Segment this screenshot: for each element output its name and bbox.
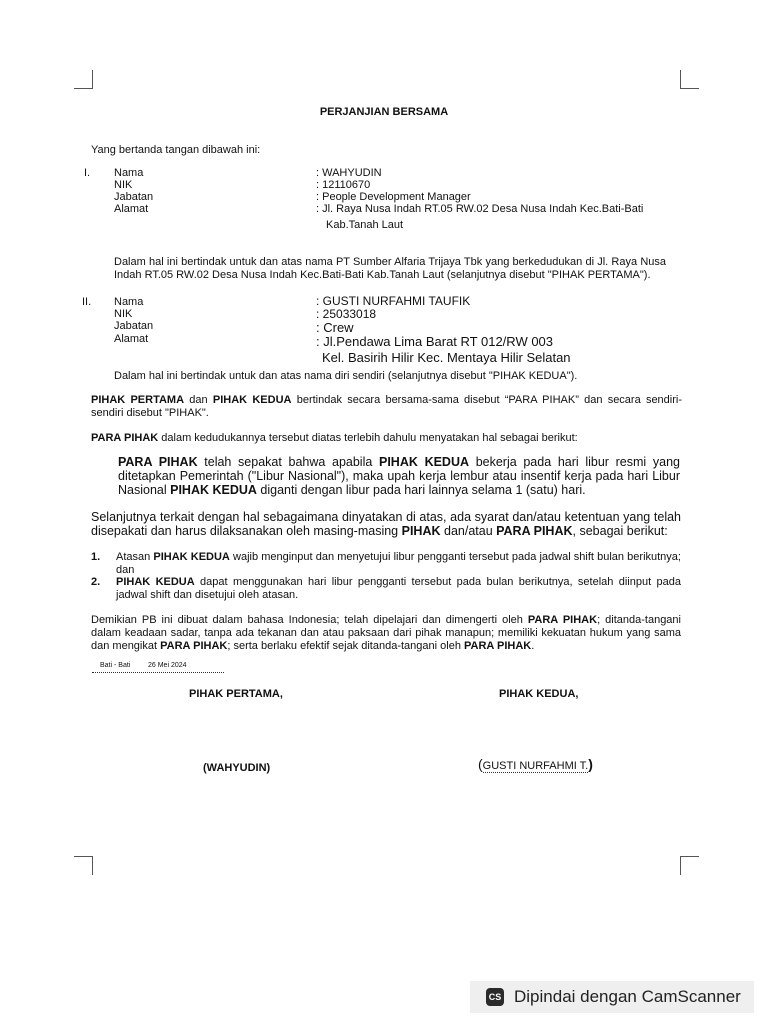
text: Atasan xyxy=(116,551,154,563)
item-2-number: 2. xyxy=(91,576,101,588)
text: diganti dengan libur pada hari lainnya selama 1 (satu) hari. xyxy=(256,483,586,497)
signature-label-second-party: PIHAK KEDUA, xyxy=(499,688,579,700)
agreement-intro xyxy=(91,432,578,445)
bold-pihak-pertama: PIHAK PERTAMA xyxy=(91,394,185,406)
open-paren: ( xyxy=(478,756,483,772)
bold-pihak: PIHAK xyxy=(401,524,441,538)
bold-pihak-kedua: PIHAK KEDUA xyxy=(170,483,257,497)
party2-statement: Dalam hal ini bertindak untuk dan atas nama diri sendiri (selanjutnya disebut "PIHAK KEDUA"). xyxy=(114,370,578,382)
party1-number: I. xyxy=(84,167,91,179)
party1-value-address: : Jl. Raya Nusa Indah RT.05 RW.02 Desa Nusa Indah Kec.Bati-Bati xyxy=(316,203,644,215)
party2-value-nik: : 25033018 xyxy=(316,307,377,321)
camscanner-watermark xyxy=(470,981,754,1013)
second-party-name: GUSTI NURFAHMI T. xyxy=(482,760,589,772)
party2-label-position: Jabatan xyxy=(114,320,154,332)
text: Demikian PB ini dibuat dalam bahasa Indonesia; telah dipelajari dan dimengerti oleh xyxy=(91,614,528,626)
text-rest: dalam kedudukannya tersebut diatas terlebih dahulu menyatakan hal sebagai berikut: xyxy=(158,432,578,444)
bold-pihak-kedua: PIHAK KEDUA xyxy=(212,394,292,406)
agreement-body xyxy=(118,455,680,497)
date: 26 Mei 2024 xyxy=(148,662,187,669)
bold-para-pihak: PARA PIHAK xyxy=(464,640,532,652)
text: telah sepakat bahwa apabila xyxy=(197,455,379,469)
party2-label-nik: NIK xyxy=(114,308,133,320)
party2-address-line2: Kel. Basirih Hilir Kec. Mentaya Hilir Selatan xyxy=(322,350,571,365)
text: bekerja pada hari libur resmi yang ditetapkan Pemerintah ("Libur Nasional"), maka upah kerja lembur atau insentif kerja pada hari Libur Nasional xyxy=(118,455,680,497)
place: Bati - Bati xyxy=(100,662,131,669)
text: dapat menggunakan hari libur pengganti tersebut pada bulan berikutnya, setelah diinput pada jadwal shift dan disetujui oleh atasan. xyxy=(116,576,681,601)
para-pihak-definition xyxy=(91,394,682,420)
text: dan/atau xyxy=(440,524,497,538)
item-1-number: 1. xyxy=(91,551,101,563)
party2-value-position: : Crew xyxy=(316,320,354,335)
bold-para-pihak: PARA PIHAK xyxy=(118,455,198,469)
signature-name-second-party xyxy=(478,758,593,773)
party2-label-address: Alamat xyxy=(114,333,149,345)
bold-para-pihak: PARA PIHAK xyxy=(160,640,228,652)
bold-pihak-kedua: PIHAK KEDUA xyxy=(116,576,195,588)
bold-pihak-kedua: PIHAK KEDUA xyxy=(153,551,230,563)
party1-label-address: Alamat xyxy=(114,203,149,215)
text: wajib menginput dan menyetujui libur pengganti tersebut pada jadwal shift bulan berikutnya; dan xyxy=(116,551,681,576)
bold-pihak-kedua: PIHAK KEDUA xyxy=(379,455,470,469)
text-rest: bertindak secara bersama-sama disebut “PARA PIHAK” dan secara sendiri-sendiri disebut "PIHAK". xyxy=(91,394,683,419)
text: ; serta berlaku efektif sejak ditanda-tangani oleh xyxy=(227,640,464,652)
camscanner-icon: CS xyxy=(486,988,504,1006)
crop-mark-top-left xyxy=(74,70,93,89)
text-dan: dan xyxy=(184,394,213,406)
bold-para-pihak: PARA PIHAK xyxy=(527,614,598,626)
intro-text: Yang bertanda tangan dibawah ini: xyxy=(91,144,261,156)
close-paren: ) xyxy=(588,756,593,772)
followup-paragraph xyxy=(91,510,681,538)
party1-label-position: Jabatan xyxy=(114,191,154,203)
party2-value-name: : GUSTI NURFAHMI TAUFIK xyxy=(316,294,471,308)
party2-label-name: Nama xyxy=(114,296,144,308)
party1-label-nik: NIK xyxy=(114,179,133,191)
watermark-text: Dipindai dengan CamScanner xyxy=(514,987,741,1006)
crop-mark-bottom-left xyxy=(74,856,93,875)
text: . xyxy=(531,640,535,652)
party1-statement: Dalam hal ini bertindak untuk dan atas nama PT Sumber Alfaria Trijaya Tbk yang berkedudukan di Jl. Raya Nusa Indah RT.05 RW.02 Desa Nusa Indah Kec.Bati-Bati Kab.Tanah Laut (selanjutnya disebut "PIHAK PERTAMA"). xyxy=(114,256,666,281)
party2-value-address: : Jl.Pendawa Lima Barat RT 012/RW 003 xyxy=(316,334,554,349)
crop-mark-top-right xyxy=(680,70,699,89)
bold-para-pihak: PARA PIHAK xyxy=(496,524,573,538)
party1-value-position: : People Development Manager xyxy=(316,191,471,203)
bold-para-pihak: PARA PIHAK xyxy=(91,432,159,444)
place-date-line xyxy=(92,660,224,673)
signature-label-first-party: PIHAK PERTAMA, xyxy=(189,688,283,700)
text: ; ditanda-tangani dalam keadaan sadar, tanpa ada tekanan dan atau paksaan dari pihak manapun; memiliki kekuatan hukum yang sama dan mengikat xyxy=(91,614,681,652)
text: , sebagai berikut: xyxy=(572,524,668,538)
closing-paragraph xyxy=(91,614,681,653)
item-1-text xyxy=(116,551,681,577)
party1-value-name: : WAHYUDIN xyxy=(316,167,382,179)
party2-number: II. xyxy=(82,296,92,308)
crop-mark-bottom-right xyxy=(680,856,699,875)
party1-value-nik: : 12110670 xyxy=(316,179,371,191)
party1-address-line2: Kab.Tanah Laut xyxy=(326,219,404,231)
item-2-text xyxy=(116,576,681,602)
signature-name-first-party: (WAHYUDIN) xyxy=(203,762,271,774)
party1-label-name: Nama xyxy=(114,167,144,179)
document-title: PERJANJIAN BERSAMA xyxy=(319,106,449,118)
text: Selanjutnya terkait dengan hal sebagaimana dinyatakan di atas, ada syarat dan/atau ketentuan yang telah disepakati dan harus dilaksanakan oleh masing-masing xyxy=(91,510,681,538)
